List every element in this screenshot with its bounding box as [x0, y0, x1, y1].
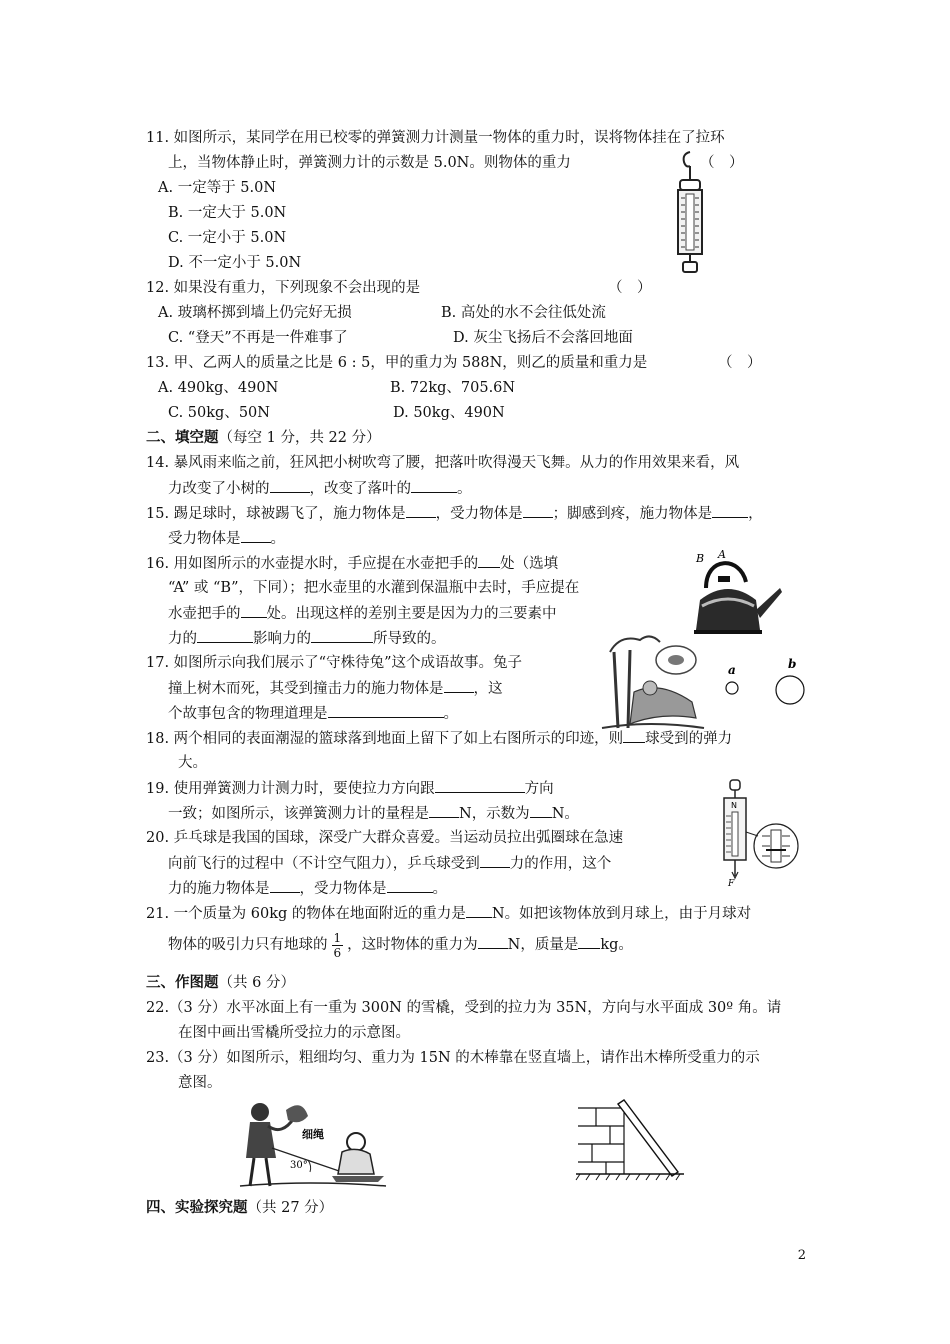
- q12-option-d: D. 灰尘飞扬后不会落回地面: [453, 330, 633, 346]
- q15-line1: 15. 踢足球时，球被踢飞了，施力物体是 ，受力物体是 ；脚感到疼，施力物体是 ，: [146, 503, 763, 524]
- q23-line2: 意图。: [178, 1075, 222, 1091]
- wooden-stick: [618, 1100, 678, 1176]
- q18-line1: 18. 两个相同的表面潮湿的篮球落到地面上留下了如上右图所示的印迹，则 球受到的弹力: [146, 728, 732, 749]
- q12-paren: （ ）: [608, 280, 652, 296]
- q23-line1: 23.（3 分）如图所示，粗细均匀、重力为 15N 的木棒靠在竖直墙上，请作出木棒所受重力的示: [146, 1050, 760, 1066]
- q13-option-b: B. 72kg、705.6N: [390, 380, 516, 396]
- answer-blank[interactable]: [311, 628, 373, 643]
- answer-blank[interactable]: [435, 778, 525, 793]
- ball-imprints-figure: [718, 654, 814, 714]
- answer-blank[interactable]: [478, 553, 500, 568]
- answer-blank[interactable]: [480, 853, 510, 868]
- kettle-label-b: B: [696, 552, 705, 565]
- q11-option-a: A. 一定等于 5.0N: [158, 180, 277, 196]
- q16-line2: “A” 或 “B”，下同）；把水壶里的水灌到保温瓶中去时，手应提在: [168, 580, 580, 596]
- q14-line2: 力改变了小树的 ，改变了落叶的 。: [168, 478, 472, 499]
- q21-line1: 21. 一个质量为 60kg 的物体在地面附近的重力是 N。如把该物体放到月球上，由于月球对: [146, 903, 751, 924]
- q19-line1: 19. 使用弹簧测力计测力时，要使拉力方向跟 方向: [146, 778, 554, 799]
- q12-line1: 12. 如果没有重力，下列现象不会出现的是: [146, 280, 421, 296]
- q17-line2: 撞上树木而死，其受到撞击力的施力物体是 ，这: [168, 678, 503, 699]
- q12-option-b: B. 高处的水不会往低处流: [441, 305, 606, 321]
- answer-blank[interactable]: [523, 503, 553, 518]
- answer-blank[interactable]: [270, 478, 310, 493]
- q18-line2: 大。: [178, 755, 207, 771]
- spring-scale-figure: [668, 150, 712, 276]
- imprint-b: [776, 676, 804, 704]
- section-fill-in-heading: 二、填空题（每空 1 分，共 22 分）: [146, 429, 381, 446]
- q21-line2: 物体的吸引力只有地球的 $\frac{1}{6}$ ，这时物体的重力为 N，质量是 kg。: [168, 930, 633, 960]
- q15-line2: 受力物体是 。: [168, 528, 285, 549]
- q20-line1: 20. 乒乓球是我国的国球，深受广大群众喜爱。当运动员拉出弧圈球在急速: [146, 830, 624, 846]
- answer-blank[interactable]: [444, 678, 474, 693]
- q17-line3: 个故事包含的物理道理是 。: [168, 703, 458, 724]
- answer-blank[interactable]: [623, 728, 645, 743]
- q13-option-c: C. 50kg、50N: [168, 405, 270, 421]
- answer-blank[interactable]: [197, 628, 253, 643]
- force-label: F: [728, 879, 735, 888]
- q11-paren: （ ）: [700, 155, 744, 171]
- q13-line1: 13. 甲、乙两人的质量之比是 6 : 5，甲的重力为 588N，则乙的质量和重力是: [146, 355, 648, 371]
- q13-option-d: D. 50kg、490N: [393, 405, 505, 421]
- q11-line2: 上，当物体静止时，弹簧测力计的示数是 5.0N。则物体的重力: [168, 155, 571, 171]
- sled-pull-figure: [238, 1096, 388, 1190]
- q13-paren: （ ）: [718, 355, 762, 371]
- answer-blank[interactable]: [478, 934, 508, 949]
- kettle-label-a: A: [718, 548, 726, 561]
- q19-line2: 一致；如图所示，该弹簧测力计的量程是 N，示数为 N。: [168, 803, 579, 824]
- imprint-a: [726, 682, 738, 694]
- imprint-label-b: b: [788, 657, 797, 671]
- answer-blank[interactable]: [387, 878, 433, 893]
- section-experiment-heading: 四、实验探究题（共 27 分）: [146, 1199, 334, 1216]
- answer-blank[interactable]: [429, 803, 459, 818]
- q11-option-d: D. 不一定小于 5.0N: [168, 255, 302, 271]
- q22-line2: 在图中画出雪橇所受拉力的示意图。: [178, 1025, 410, 1041]
- rabbit-tree-figure: [600, 632, 706, 732]
- q16-line4: 力的 影响力的 所导致的。: [168, 628, 446, 649]
- answer-blank[interactable]: [241, 528, 271, 543]
- page-number: 2: [797, 1248, 806, 1263]
- answer-blank[interactable]: [328, 703, 444, 718]
- answer-blank[interactable]: [406, 503, 436, 518]
- q20-line2: 向前飞行的过程中（不计空气阻力），乒乓球受到 力的作用，这个: [168, 853, 611, 874]
- spring-scale-reading-figure: [716, 776, 802, 888]
- answer-blank[interactable]: [712, 503, 748, 518]
- q11-line1: 11. 如图所示，某同学在用已校零的弹簧测力计测量一物体的重力时，误将物体挂在了拉环: [146, 130, 725, 146]
- q16-line1: 16. 用如图所示的水壶提水时，手应提在水壶把手的 处（选填: [146, 553, 558, 574]
- scale-unit-label: N: [731, 801, 737, 810]
- answer-blank[interactable]: [241, 603, 267, 618]
- kettle-figure: [688, 548, 788, 638]
- answer-blank[interactable]: [530, 803, 552, 818]
- answer-blank[interactable]: [466, 903, 492, 918]
- q17-line1: 17. 如图所示向我们展示了“守株待兔”这个成语故事。兔子: [146, 655, 522, 671]
- q20-line3: 力的施力物体是 ，受力物体是 。: [168, 878, 447, 899]
- answer-blank[interactable]: [270, 878, 300, 893]
- angle-label: 30°: [290, 1160, 308, 1171]
- q11-option-c: C. 一定小于 5.0N: [168, 230, 287, 246]
- section-drawing-heading: 三、作图题（共 6 分）: [146, 974, 295, 991]
- stick-on-wall-figure: [574, 1096, 686, 1182]
- q12-option-c: C. “登天”不再是一件难事了: [168, 330, 348, 346]
- answer-blank[interactable]: [411, 478, 457, 493]
- q11-option-b: B. 一定大于 5.0N: [168, 205, 287, 221]
- q22-line1: 22.（3 分）水平冰面上有一重为 300N 的雪橇，受到的拉力为 35N，方向与水平面成 30º 角。请: [146, 1000, 782, 1016]
- answer-blank[interactable]: [578, 934, 600, 949]
- rope-label: 细绳: [302, 1128, 324, 1141]
- q16-line3: 水壶把手的 处。出现这样的差别主要是因为力的三要素中: [168, 603, 557, 624]
- q12-option-a: A. 玻璃杯掷到墙上仍完好无损: [158, 305, 352, 321]
- fraction-one-sixth: $\frac{1}{6}$: [333, 930, 342, 960]
- q13-option-a: A. 490kg、490N: [158, 380, 279, 396]
- q14-line1: 14. 暴风雨来临之前，狂风把小树吹弯了腰，把落叶吹得漫天飞舞。从力的作用效果来看，风: [146, 455, 740, 471]
- imprint-label-a: a: [728, 663, 736, 677]
